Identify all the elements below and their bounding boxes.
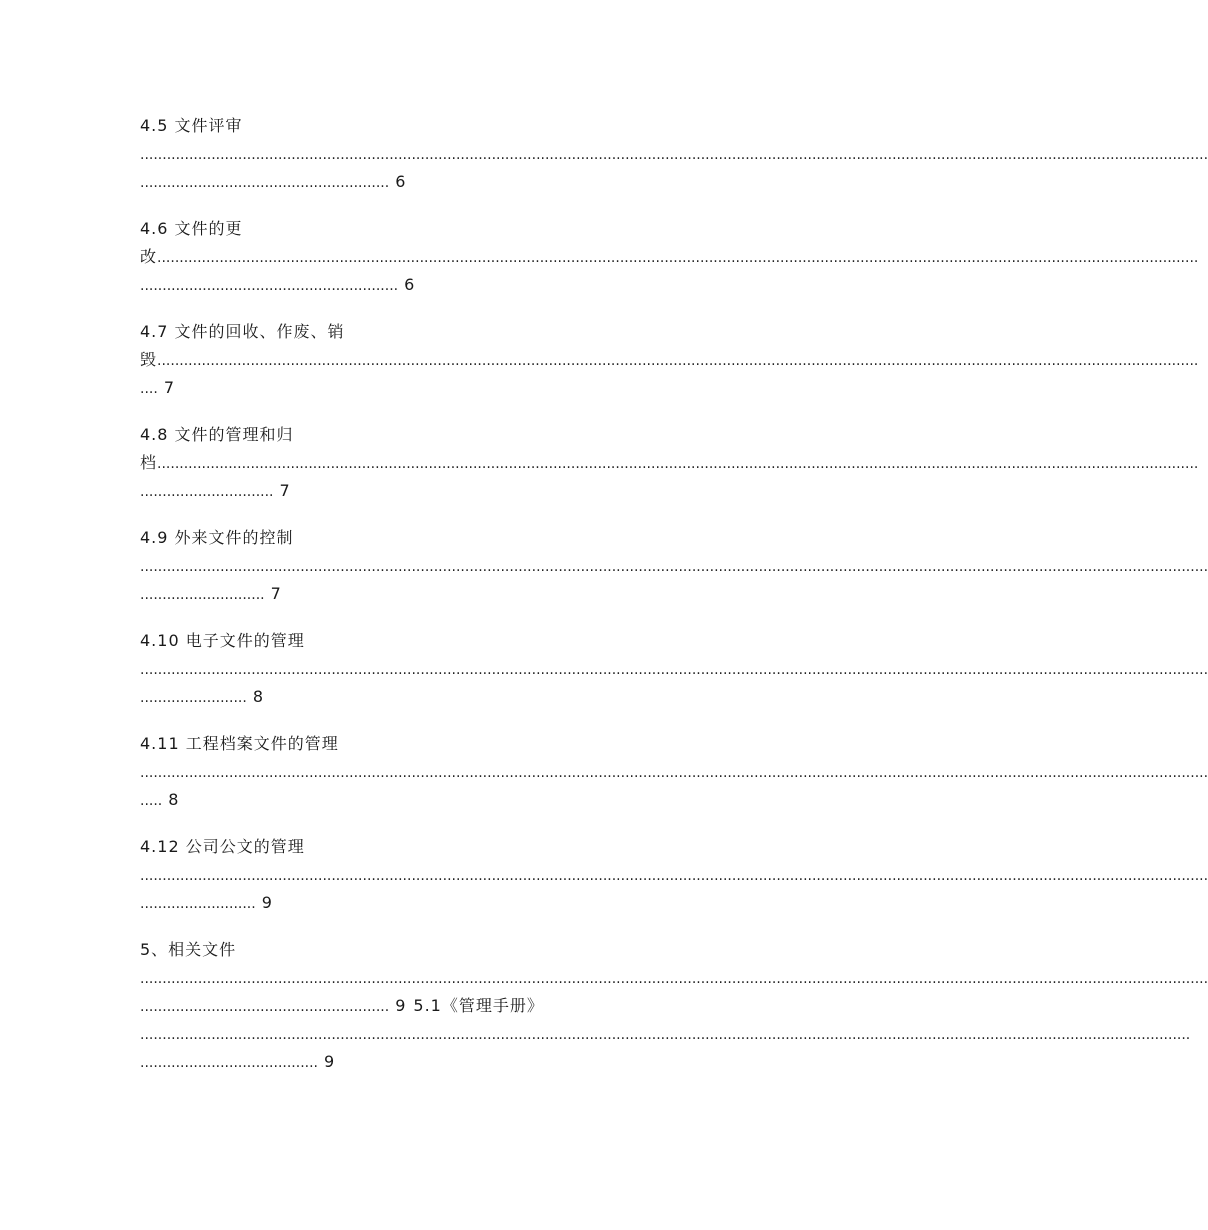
- toc-line: [140, 758, 1208, 786]
- toc-line: [140, 112, 812, 140]
- toc-entry-title: 5.1《管理手册》: [413, 996, 544, 1015]
- toc-line: [140, 421, 812, 449]
- toc-entry-title: 5、相关文件: [140, 940, 237, 959]
- toc-line: [140, 168, 812, 196]
- toc-line: [140, 683, 812, 711]
- toc-entry[interactable]: [140, 318, 1199, 402]
- toc-line: [140, 271, 812, 299]
- toc-line: [140, 936, 812, 964]
- toc-line: [140, 318, 812, 346]
- toc-line: [140, 477, 812, 505]
- toc-line: [140, 552, 1208, 580]
- toc-line: [140, 861, 1208, 889]
- toc-line: [140, 833, 812, 861]
- toc-line: [140, 1048, 812, 1076]
- dot-leader: ................................................................................................................................................................................................................................................: [140, 868, 1208, 884]
- toc-line: [140, 243, 1199, 271]
- dot-leader: .....: [140, 793, 163, 809]
- toc-entry[interactable]: [140, 730, 1208, 814]
- toc-line: [140, 627, 812, 655]
- toc-page: [140, 112, 1208, 1095]
- dot-leader: ................................................................................................................................................................................................................................................: [140, 765, 1208, 781]
- toc-line-text: 毁: [140, 350, 158, 369]
- toc-line: [140, 524, 812, 552]
- dot-leader: ............................................................................................................................................................................................................................................: [140, 1027, 1191, 1043]
- dot-leader: ..........................................................: [140, 278, 399, 294]
- dot-leader: ..........................................................................................................................................................................................................................................: [157, 353, 1199, 369]
- toc-entry-title: 4.5 文件评审: [140, 116, 243, 135]
- dot-leader: ........................................................: [140, 175, 390, 191]
- toc-line: [140, 964, 1208, 992]
- toc-entry-title: 4.7 文件的回收、作废、销: [140, 322, 345, 341]
- toc-line: [140, 580, 812, 608]
- toc-line-text: 改: [140, 247, 158, 266]
- toc-line: [140, 374, 812, 402]
- dot-leader: ........................................: [140, 1055, 319, 1071]
- dot-leader: ..........................................................................................................................................................................................................................................: [157, 250, 1199, 266]
- toc-line: [140, 346, 1199, 374]
- toc-line-text: 档: [140, 453, 158, 472]
- toc-line: [140, 215, 812, 243]
- toc-entry-title: 4.6 文件的更: [140, 219, 243, 238]
- dot-leader: ................................................................................................................................................................................................................................................: [140, 971, 1208, 987]
- dot-leader: ................................................................................................................................................................................................................................................: [140, 662, 1208, 678]
- toc-entry[interactable]: [140, 215, 1199, 299]
- toc-page-number: 7: [163, 378, 174, 397]
- toc-page-number: 9: [395, 996, 406, 1015]
- toc-page-number: 7: [270, 584, 281, 603]
- toc-line: [140, 992, 812, 1020]
- toc-entry-title: 4.11 工程档案文件的管理: [140, 734, 339, 753]
- toc-page-number: 8: [168, 790, 179, 809]
- toc-line: [140, 140, 1208, 168]
- toc-line: [140, 730, 812, 758]
- dot-leader: ..........................................................................................................................................................................................................................................: [157, 456, 1199, 472]
- toc-line: [140, 786, 812, 814]
- dot-leader: ........................................................: [140, 999, 390, 1015]
- dot-leader: ....: [140, 381, 158, 397]
- dot-leader: ..........................: [140, 896, 256, 912]
- toc-line: [140, 655, 1208, 683]
- toc-page-number: 9: [324, 1052, 335, 1071]
- dot-leader: ................................................................................................................................................................................................................................................: [140, 559, 1208, 575]
- toc-entry-title: 4.9 外来文件的控制: [140, 528, 294, 547]
- dot-leader: ................................................................................................................................................................................................................................................: [140, 147, 1208, 163]
- dot-leader: ..............................: [140, 484, 274, 500]
- toc-page-number: 8: [252, 687, 263, 706]
- toc-page-number: 9: [261, 893, 272, 912]
- toc-entry[interactable]: [140, 421, 1199, 505]
- toc-entry[interactable]: [140, 936, 1208, 1076]
- toc-line: [140, 889, 812, 917]
- toc-entry-title: 4.12 公司公文的管理: [140, 837, 305, 856]
- toc-entry[interactable]: [140, 627, 1208, 711]
- toc-line: [140, 1020, 1191, 1048]
- dot-leader: ............................: [140, 587, 265, 603]
- toc-page-number: 6: [395, 172, 406, 191]
- toc-entry-title: 4.8 文件的管理和归: [140, 425, 294, 444]
- toc-line: [140, 449, 1199, 477]
- toc-entry-title: 4.10 电子文件的管理: [140, 631, 305, 650]
- toc-entry[interactable]: [140, 112, 1208, 196]
- toc-entry[interactable]: [140, 833, 1208, 917]
- toc-page-number: 6: [404, 275, 415, 294]
- toc-page-number: 7: [279, 481, 290, 500]
- dot-leader: ........................: [140, 690, 247, 706]
- toc-entry[interactable]: [140, 524, 1208, 608]
